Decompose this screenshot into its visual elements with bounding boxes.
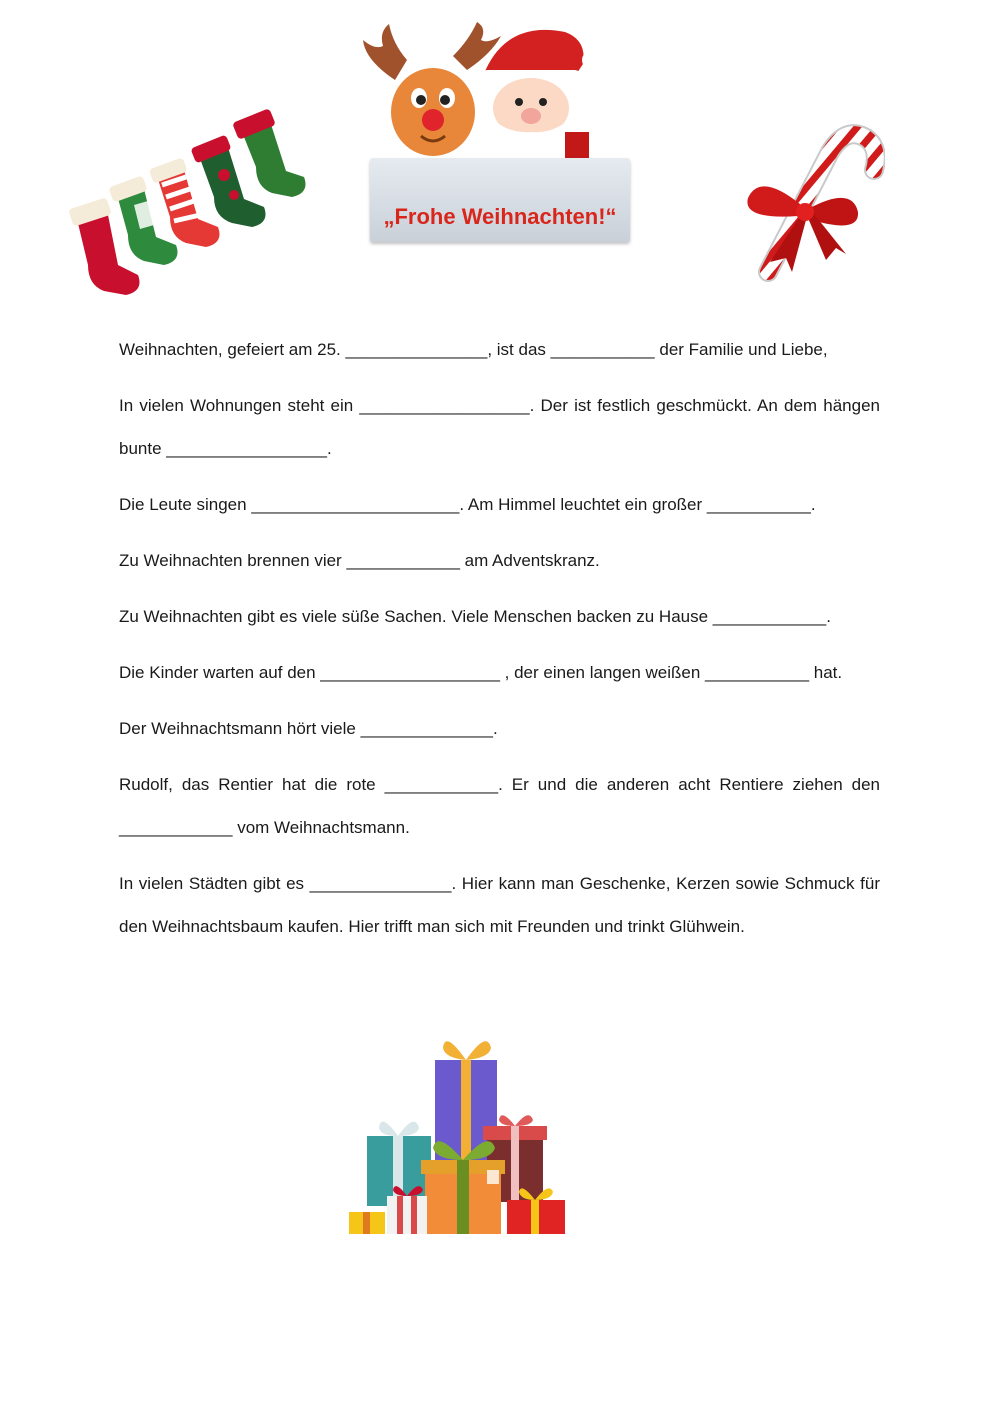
sentence-text: Der Weihnachtsmann hört viele — [119, 719, 361, 738]
sentence-text: . Hier kann man Geschenke, Kerzen sowie Schmuck für den Weihnachtsbaum kaufen. Hier trifft man sich mit Freunden und trinkt Glühwein. — [119, 874, 880, 936]
fill-in-blank[interactable]: _______________ — [345, 340, 488, 359]
sentence-7 — [119, 707, 880, 750]
sentence-text: , ist das — [487, 340, 551, 359]
fill-in-blank[interactable]: _______________ — [309, 874, 452, 893]
sentence-text: , der einen langen weißen — [499, 663, 706, 682]
sentence-text: Zu Weihnachten brennen vier — [119, 551, 347, 570]
fill-in-blank[interactable]: ____________ — [384, 775, 499, 794]
sentence-text: . — [327, 439, 332, 458]
sentence-text: In vielen Städten gibt es — [119, 874, 310, 893]
sentence-text: . Der ist festlich geschmückt. An dem hängen bunte — [119, 396, 880, 458]
reindeer-and-santa-illustration — [355, 20, 605, 160]
title-sign — [370, 150, 630, 242]
sentence-text: . Am Himmel leuchtet ein großer — [459, 495, 707, 514]
sentence-4 — [119, 539, 880, 582]
sentence-text: am Adventskranz. — [459, 551, 600, 570]
sentence-text: Die Kinder warten auf den — [119, 663, 321, 682]
christmas-stockings-illustration — [58, 105, 313, 305]
sentence-8 — [119, 763, 880, 849]
gift-icon — [349, 1212, 385, 1234]
fill-in-blank[interactable]: ______________ — [360, 719, 493, 738]
page-title: „Frohe Weihnachten!“ — [383, 204, 617, 229]
sentence-6 — [119, 651, 880, 694]
fill-in-blank[interactable]: ____________ — [119, 818, 233, 837]
sentence-text: vom Weihnachtsmann. — [232, 818, 410, 837]
candy-cane-illustration — [740, 112, 885, 282]
sentence-3 — [119, 483, 880, 526]
sentence-1 — [119, 328, 880, 371]
sentence-text: . — [826, 607, 831, 626]
fill-in-blank[interactable]: ___________ — [550, 340, 655, 359]
fill-in-blank[interactable]: ___________ — [705, 663, 810, 682]
fill-in-blank[interactable]: ____________ — [346, 551, 460, 570]
fill-in-blank[interactable]: __________________ — [359, 396, 530, 415]
sentence-text: hat. — [809, 663, 843, 682]
fill-in-blank[interactable]: ___________________ — [320, 663, 500, 682]
sentence-text: . — [810, 495, 816, 514]
sentence-text: Die Leute singen — [119, 495, 252, 514]
worksheet-text — [119, 328, 880, 961]
fill-in-blank[interactable]: _________________ — [166, 439, 327, 458]
sentence-2 — [119, 384, 880, 470]
fill-in-blank[interactable]: ____________ — [712, 607, 827, 626]
sentence-5 — [119, 595, 880, 638]
sentence-text: der Familie und Liebe, — [654, 340, 828, 359]
fill-in-blank[interactable]: ______________________ — [251, 495, 460, 514]
sentence-text: In vielen Wohnungen steht ein — [119, 396, 360, 415]
gift-pile-illustration — [345, 1030, 570, 1240]
sentence-text: . — [492, 719, 498, 738]
fill-in-blank[interactable]: ___________ — [706, 495, 811, 514]
stocking-icon — [232, 108, 305, 197]
sentence-text: Rudolf, das Rentier hat die rote — [119, 775, 385, 794]
sentence-text: . Er und die anderen acht Rentiere ziehen den — [498, 775, 881, 794]
sentence-text: Zu Weihnachten gibt es viele süße Sachen. Viele Menschen backen zu Hause — [119, 607, 713, 626]
sentence-text: Weihnachten, gefeiert am 25. — [119, 340, 346, 359]
sentence-9 — [119, 862, 880, 948]
